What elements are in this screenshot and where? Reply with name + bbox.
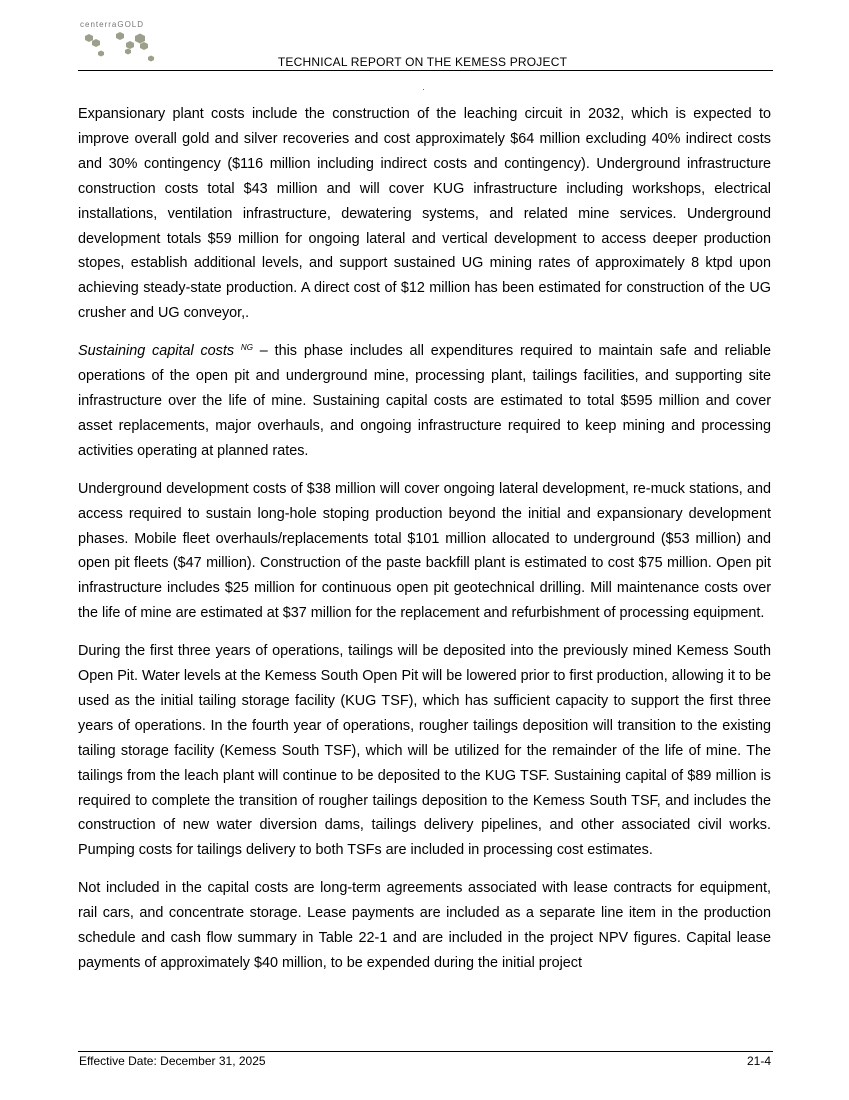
footer-page-number: 21-4 (746, 1054, 771, 1068)
paragraph-tailings: During the first three years of operations, tailings will be deposited into the previously mined Kemess South Open Pit. Water levels at the Kemess South Open Pit will be lowered prior to first production, allowing it to be used as the initial tailing storage facility (KUG TSF), which has sufficient capacity to support the first three years of operations. In the fourth year of operations, rougher tailings deposition will transition to the existing tailing storage facility (Kemess South TSF), which will be utilized for the remainder of the life of mine. The tailings from the leach plant will continue to be deposited to the KUG TSF. Sustaining capital of $89 million is required to complete the transition of rougher tailings deposition to the Kemess South TSF, and includes the construction of new water diversion dams, tailings delivery pipelines, and other associated civil works. Pumping costs for tailings delivery to both TSFs are included in processing cost estimates. (78, 643, 771, 859)
sustaining-capital-heading: Sustaining capital costs (78, 343, 235, 360)
artifact-dot (423, 89, 424, 90)
non-gaap-marker: NG (240, 343, 253, 353)
paragraph-sustaining-capital (78, 339, 771, 464)
paragraph-expansionary-plant: Expansionary plant costs include the construction of the leaching circuit in 2032, which is expected to improve overall gold and silver recoveries and cost approximately $64 million excluding 40% indirect costs and 30% contingency ($116 million including indirect costs and contingency). Underground infrastructure construction costs total $43 million and will cover KUG infrastructure including workshops, electrical installations, ventilation infrastructure, dewatering systems, and related mine services. Underground development totals $59 million for ongoing lateral and vertical development to access deeper production stopes, establish additional levels, and support sustained UG mining rates of approximately 8 ktpd upon achieving steady-state production. A direct cost of $12 million has been estimated for construction of the UG crusher and UG conveyor,. (78, 106, 771, 322)
page-header-title: TECHNICAL REPORT ON THE KEMESS PROJECT (277, 55, 568, 69)
document-body (78, 102, 771, 976)
footer-effective-date: Effective Date: December 31, 2025 (79, 1054, 266, 1068)
sustaining-capital-text: – this phase includes all expenditures required to maintain safe and reliable operations of the open pit and underground mine, processing plant, tailings facilities, and supporting site infrastructure over the life of mine. Sustaining capital costs are estimated to total $595 million and cover asset replacements, major overhauls, and ongoing infrastructure required to keep mining and processing activities operating at planned rates. (78, 343, 772, 459)
logo-text: centerraGOLD (80, 20, 145, 29)
paragraph-lease-agreements: Not included in the capital costs are long-term agreements associated with lease contracts for equipment, rail cars, and concentrate storage. Lease payments are included as a separate line item in the production schedule and cash flow summary in Table 22-1 and are included in the project NPV figures. Capital lease payments of approximately $40 million, to be expended during the initial project (78, 880, 771, 971)
header-rule (78, 70, 773, 71)
paragraph-underground-development: Underground development costs of $38 million will cover ongoing lateral development, re-muck stations, and access required to sustain long-hole stoping production beyond the initial and expansionary development phases. Mobile fleet overhauls/replacements total $101 million allocated to underground ($53 million) and open pit fleets ($47 million). Construction of the paste backfill plant is estimated to cost $75 million. Open pit infrastructure includes $25 million for continuous open pit geotechnical drilling. Mill maintenance costs over the life of mine are estimated at $37 million for the replacement and refurbishment of processing equipment. (78, 480, 771, 622)
footer-rule (78, 1051, 773, 1052)
